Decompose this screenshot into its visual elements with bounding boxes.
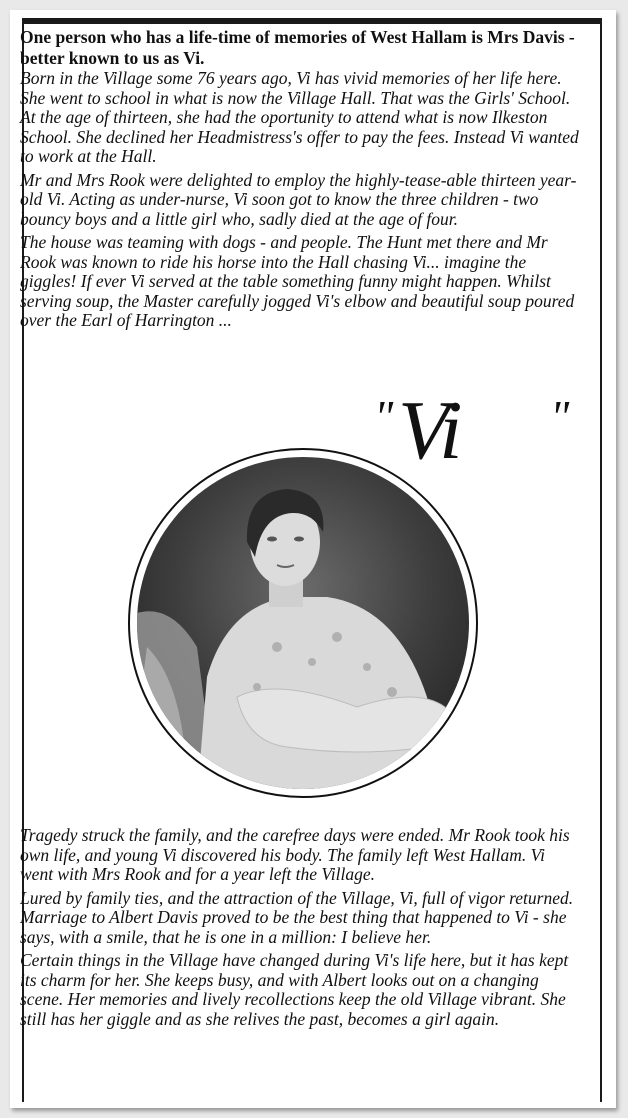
article-headline: One person who has a life-time of memories of West Hallam is Mrs Davis - better known to us as Vi. bbox=[20, 27, 575, 68]
article-paragraph: Lured by family ties, and the attraction of the Village, Vi, full of vigor returned. Marriage to Albert Davis proved to be the best thing that happened to Vi - she says, with a smile, that he is one in a million: I believe her. bbox=[20, 887, 574, 947]
right-border-rule bbox=[600, 18, 602, 1102]
title-word: Vi bbox=[398, 384, 459, 477]
top-border-rule bbox=[22, 18, 602, 24]
article-paragraph: Certain things in the Village have changed during Vi's life here, but it has kept its charm for her. She keeps busy, and with Albert looks out on a changing scene. Her memories and lively recollections keep the old Village vibrant. She still has her giggle and as she relives the past, becomes a girl again. bbox=[20, 950, 569, 1029]
article-paragraph: Born in the Village some 76 years ago, Vi has vivid memories of her life here. She went to school in what is now the Village Hall. That was the Girls' School. At the age of thirteen, she had the oportunity to attend what is now Ilkeston School. She declined her Headmistress's offer to pay the fees. Instead Vi wanted to work at the Hall. bbox=[20, 68, 579, 166]
article-upper bbox=[20, 27, 582, 335]
article-paragraph: Tragedy struck the family, and the carefree days were ended. Mr Rook took his own life, and young Vi discovered his body. The family left West Hallam. Vi went with Mrs Rook and for a year left the Village. bbox=[20, 825, 570, 884]
article-paragraph: Mr and Mrs Rook were delighted to employ the highly-tease-able thirteen year-old Vi. Acting as under-nurse, Vi soon got to know the three children - two bouncy boys and a little girl who, sadly died at the age of four. bbox=[20, 169, 577, 229]
portrait-photo bbox=[127, 447, 479, 799]
article-paragraph: The house was teaming with dogs - and people. The Hunt met there and Mr Rook was known to ride his horse into the Hall chasing Vi... imagine the giggles! If ever Vi served at the table something funny might happen. Whilst serving soup, the Master carefully jogged Vi's elbow and beautiful soup poured over the Earl of Harrington ... bbox=[20, 232, 575, 330]
title-open-quote: " bbox=[374, 391, 388, 442]
portrait-illustration bbox=[127, 447, 479, 799]
article-lower bbox=[20, 826, 582, 1033]
title-close-quote: " bbox=[550, 391, 564, 442]
